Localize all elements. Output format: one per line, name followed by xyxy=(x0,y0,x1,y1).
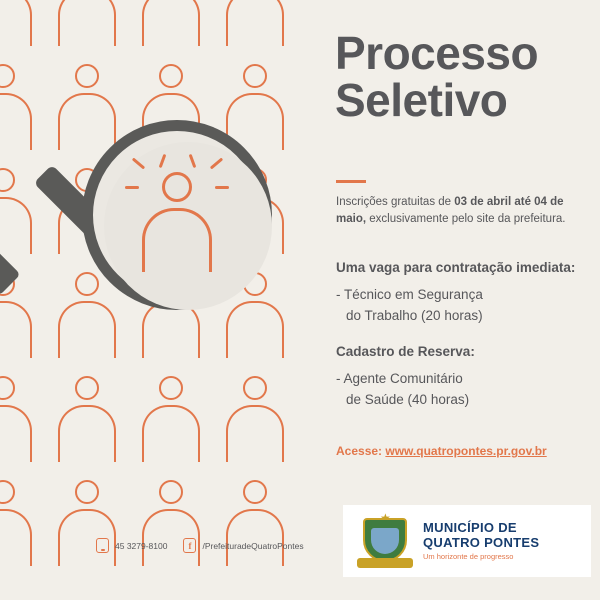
person-icon xyxy=(138,0,204,46)
reserve-registry-heading: Cadastro de Reserva: xyxy=(336,344,475,359)
person-head xyxy=(243,376,267,400)
subscription-prefix: Inscrições gratuitas de xyxy=(336,196,455,208)
title-line-2: Seletivo xyxy=(335,74,508,126)
reserve-registry-item-line2: de Saúde (40 horas) xyxy=(346,392,470,407)
person-body xyxy=(0,0,32,46)
person-head xyxy=(162,172,192,202)
person-body xyxy=(142,405,200,462)
person-body xyxy=(0,197,32,254)
person-icon xyxy=(138,376,204,462)
contact-phone-label: 45 3279-8100 xyxy=(115,540,168,551)
shield-inner xyxy=(371,528,399,554)
contact-phone[interactable] xyxy=(96,538,167,553)
website-link[interactable] xyxy=(336,444,547,458)
person-icon xyxy=(222,376,288,462)
person-body xyxy=(142,0,200,46)
contact-facebook-label: /PrefeituradeQuatroPontes xyxy=(202,540,304,551)
person-icon xyxy=(138,480,204,566)
shield-icon xyxy=(363,518,407,562)
logo-line-2: QUATRO PONTES xyxy=(423,534,540,550)
facebook-icon: f xyxy=(183,538,196,553)
logo-line-1: MUNICÍPIO DE xyxy=(423,519,517,535)
person-icon xyxy=(0,0,36,46)
title-line-1: Processo xyxy=(335,27,539,79)
person-icon xyxy=(0,480,36,566)
subscription-dates: 03 de abril até 04 de maio, xyxy=(336,196,564,225)
person-body xyxy=(58,0,116,46)
person-icon xyxy=(0,168,36,254)
logo-text xyxy=(423,520,539,563)
person-icon xyxy=(222,480,288,566)
person-body xyxy=(0,301,32,358)
person-body xyxy=(142,208,212,272)
person-head xyxy=(0,64,15,88)
person-body xyxy=(226,405,284,462)
person-head xyxy=(0,376,15,400)
magnifier-icon xyxy=(82,120,272,310)
person-body xyxy=(0,93,32,150)
person-icon xyxy=(0,376,36,462)
person-head xyxy=(75,376,99,400)
immediate-vacancy-item xyxy=(336,284,586,326)
person-head xyxy=(159,64,183,88)
subscription-period xyxy=(336,194,582,228)
person-head xyxy=(243,64,267,88)
phone-icon xyxy=(96,538,109,553)
person-head xyxy=(159,376,183,400)
municipality-logo xyxy=(343,505,591,577)
person-icon xyxy=(0,64,36,150)
person-body xyxy=(0,509,32,566)
highlighted-person-icon xyxy=(139,172,215,272)
person-head xyxy=(243,480,267,504)
person-head xyxy=(159,480,183,504)
access-label: Acesse: xyxy=(336,444,386,458)
ray-left xyxy=(125,186,139,189)
ray-right xyxy=(215,186,229,189)
logo-tagline: Um horizonte de progresso xyxy=(423,551,514,561)
immediate-vacancy-heading: Uma vaga para contratação imediata: xyxy=(336,260,576,275)
person-icon xyxy=(54,0,120,46)
reserve-registry-item-line1: - Agente Comunitário xyxy=(336,371,463,386)
immediate-vacancy-item-line1: - Técnico em Segurança xyxy=(336,287,483,302)
immediate-vacancy-block xyxy=(336,258,586,326)
immediate-vacancy-item-line2: do Trabalho (20 horas) xyxy=(346,308,483,323)
page-title xyxy=(335,27,597,126)
person-icon xyxy=(222,0,288,46)
person-body xyxy=(58,405,116,462)
ribbon-icon xyxy=(357,558,413,568)
title-divider xyxy=(336,180,366,183)
person-head xyxy=(75,64,99,88)
reserve-registry-block xyxy=(336,342,586,410)
person-head xyxy=(0,168,15,192)
subscription-suffix: exclusivamente pelo site da prefeitura. xyxy=(366,213,566,225)
contact-facebook[interactable] xyxy=(183,538,303,553)
reserve-registry-item xyxy=(336,368,586,410)
person-icon xyxy=(54,480,120,566)
person-body xyxy=(226,0,284,46)
person-head xyxy=(0,480,15,504)
person-icon xyxy=(54,376,120,462)
footer-contacts xyxy=(96,538,304,553)
person-head xyxy=(75,480,99,504)
person-body xyxy=(0,405,32,462)
coat-of-arms-icon xyxy=(357,512,413,570)
access-url[interactable]: www.quatropontes.pr.gov.br xyxy=(385,444,547,458)
